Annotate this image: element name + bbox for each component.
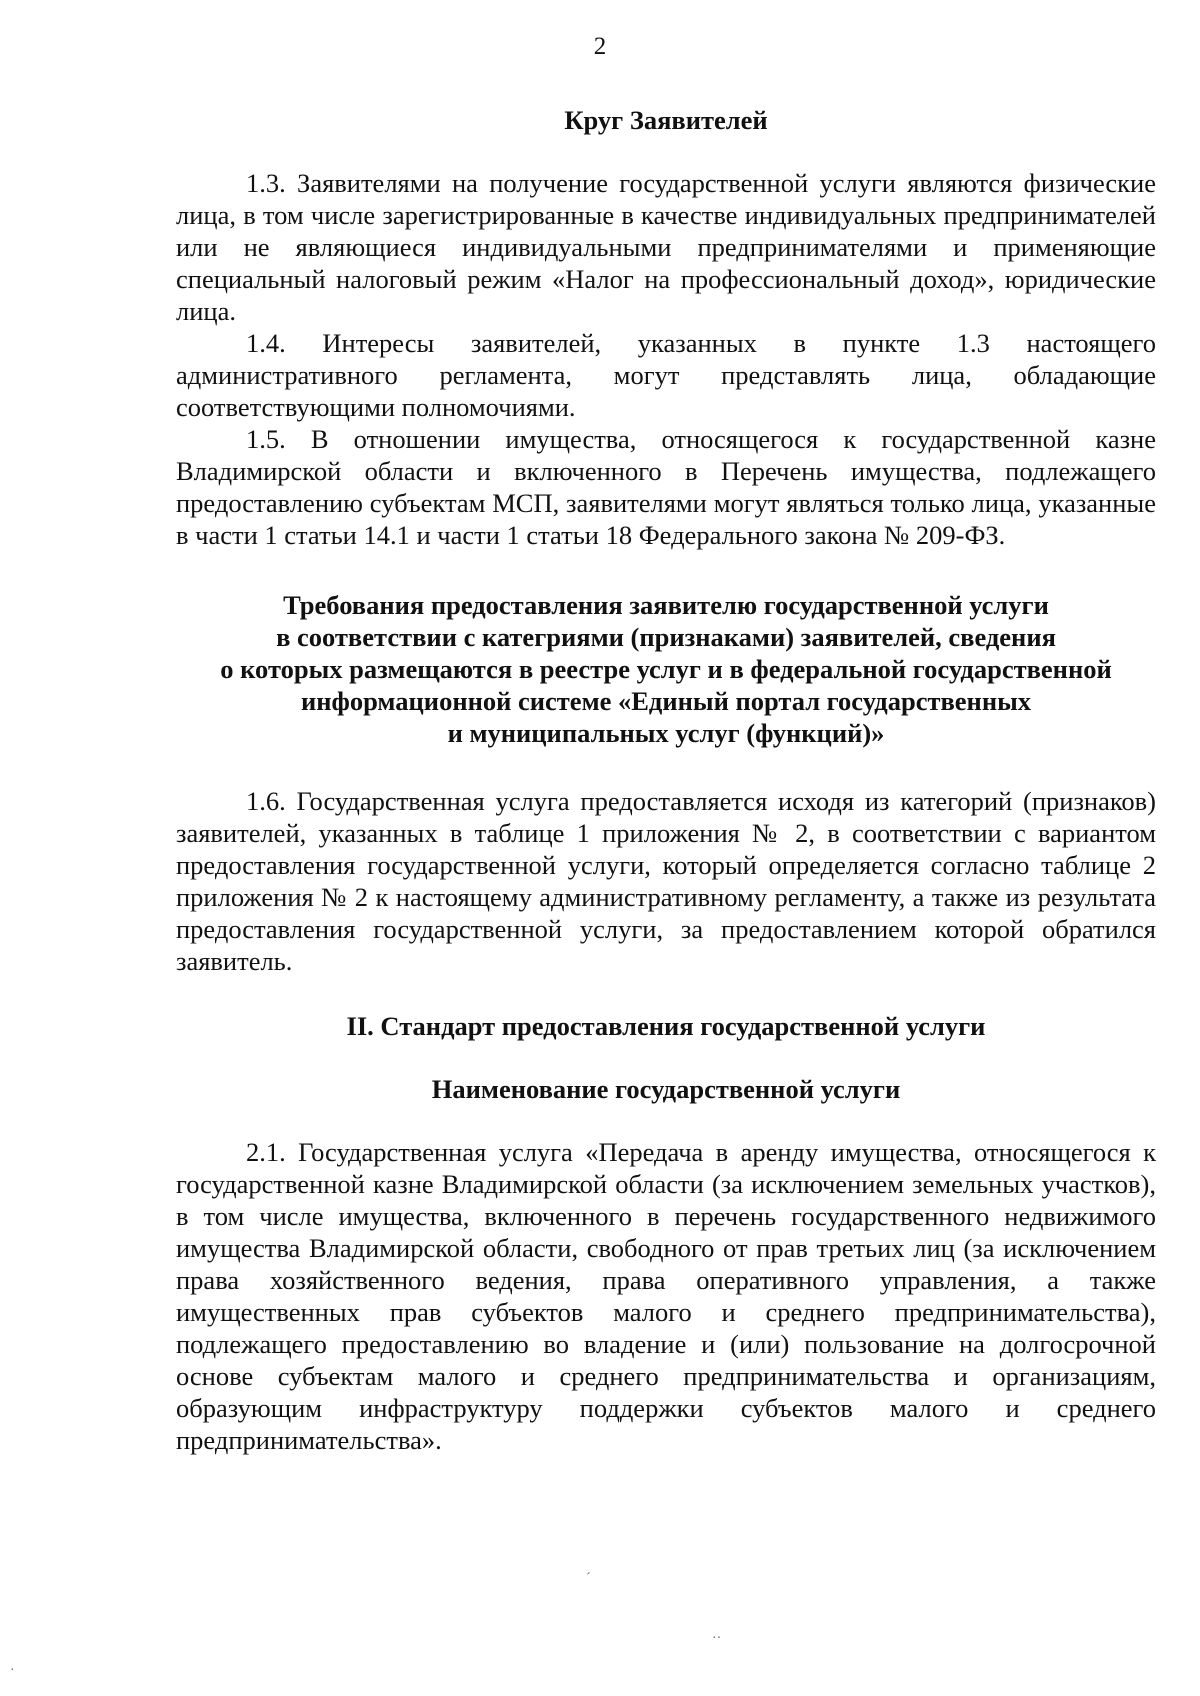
paragraph-2-1: 2.1. Государственная услуга «Передача в аренду имущества, относящегося к государственной казне Владимирской области (за исключением земельных участков), в том числе имущества, включенного в перечень государственного недвижимого имущества Владимирской области, свободного от прав третьих лиц (за исключением права хозяйственного ведения, права оперативного управления, а также имущественных прав субъектов малого и среднего предпринимательства), подлежащего предоставлению во владение и (или) пользование на долгосрочной основе субъектам малого и среднего предпринимательства и организациям, образующим инфраструктуру поддержки субъектов малого и среднего предпринимательства».: [176, 1137, 1156, 1455]
paragraph-1-5: 1.5. В отношении имущества, относящегося к государственной казне Владимирской области и включенного в Перечень имущества, подлежащего предоставлению субъектам МСП, заявителями могут являться только лица, указанные в части 1 статьи 14.1 и части 1 статьи 18 Федерального закона № 209-ФЗ.: [176, 424, 1156, 550]
scan-artifact-dot: ·: [10, 1663, 15, 1678]
paragraph-1-6: 1.6. Государственная услуга предоставляется исходя из категорий (признаков) заявителей, указанных в таблице 1 приложения № 2, в соответствии с вариантом предоставления государственной услуги, который определяется согласно таблице 2 приложения № 2 к настоящему административному регламенту, а также из результата предоставления государственной услуги, за предоставлением которой обратился заявитель.: [176, 786, 1156, 976]
requirements-heading-line: и муниципальных услуг (функций)»: [447, 718, 885, 748]
requirements-heading-line: Требования предоставления заявителю государственной услуги: [283, 590, 1049, 620]
document-body: [176, 104, 1156, 1456]
applicants-heading: Круг Заявителей: [564, 105, 768, 135]
requirements-heading-line: в соответствии с категриями (признаками) заявителей, сведения: [276, 622, 1056, 652]
requirements-heading: [176, 589, 1156, 749]
requirements-heading-line: информационной системе «Единый портал государственных: [300, 686, 1032, 716]
paragraph-1-4: 1.4. Интересы заявителей, указанных в пункте 1.3 настоящего административного регламента, могут представлять лица, обладающие соответствующими полномочиями.: [176, 328, 1156, 422]
paragraph-1-3: 1.3. Заявителями на получение государственной услуги являются физические лица, в том числе зарегистрированные в качестве индивидуальных предпринимателей или не являющиеся индивидуальными предпринимателями и применяющие специальный налоговый режим «Налог на профессиональный доход», юридические лица.: [176, 168, 1156, 326]
scan-artifact-dot: ··: [712, 1631, 722, 1646]
scan-artifact-dot: ˊ: [586, 1571, 591, 1586]
requirements-heading-line: о которых размещаются в реестре услуг и в федеральной государственной: [220, 654, 1112, 684]
page-number: 2: [593, 33, 607, 60]
service-name-heading: Наименование государственной услуги: [431, 1074, 901, 1104]
standard-heading: II. Стандарт предоставления государственной услуги: [346, 1011, 986, 1041]
